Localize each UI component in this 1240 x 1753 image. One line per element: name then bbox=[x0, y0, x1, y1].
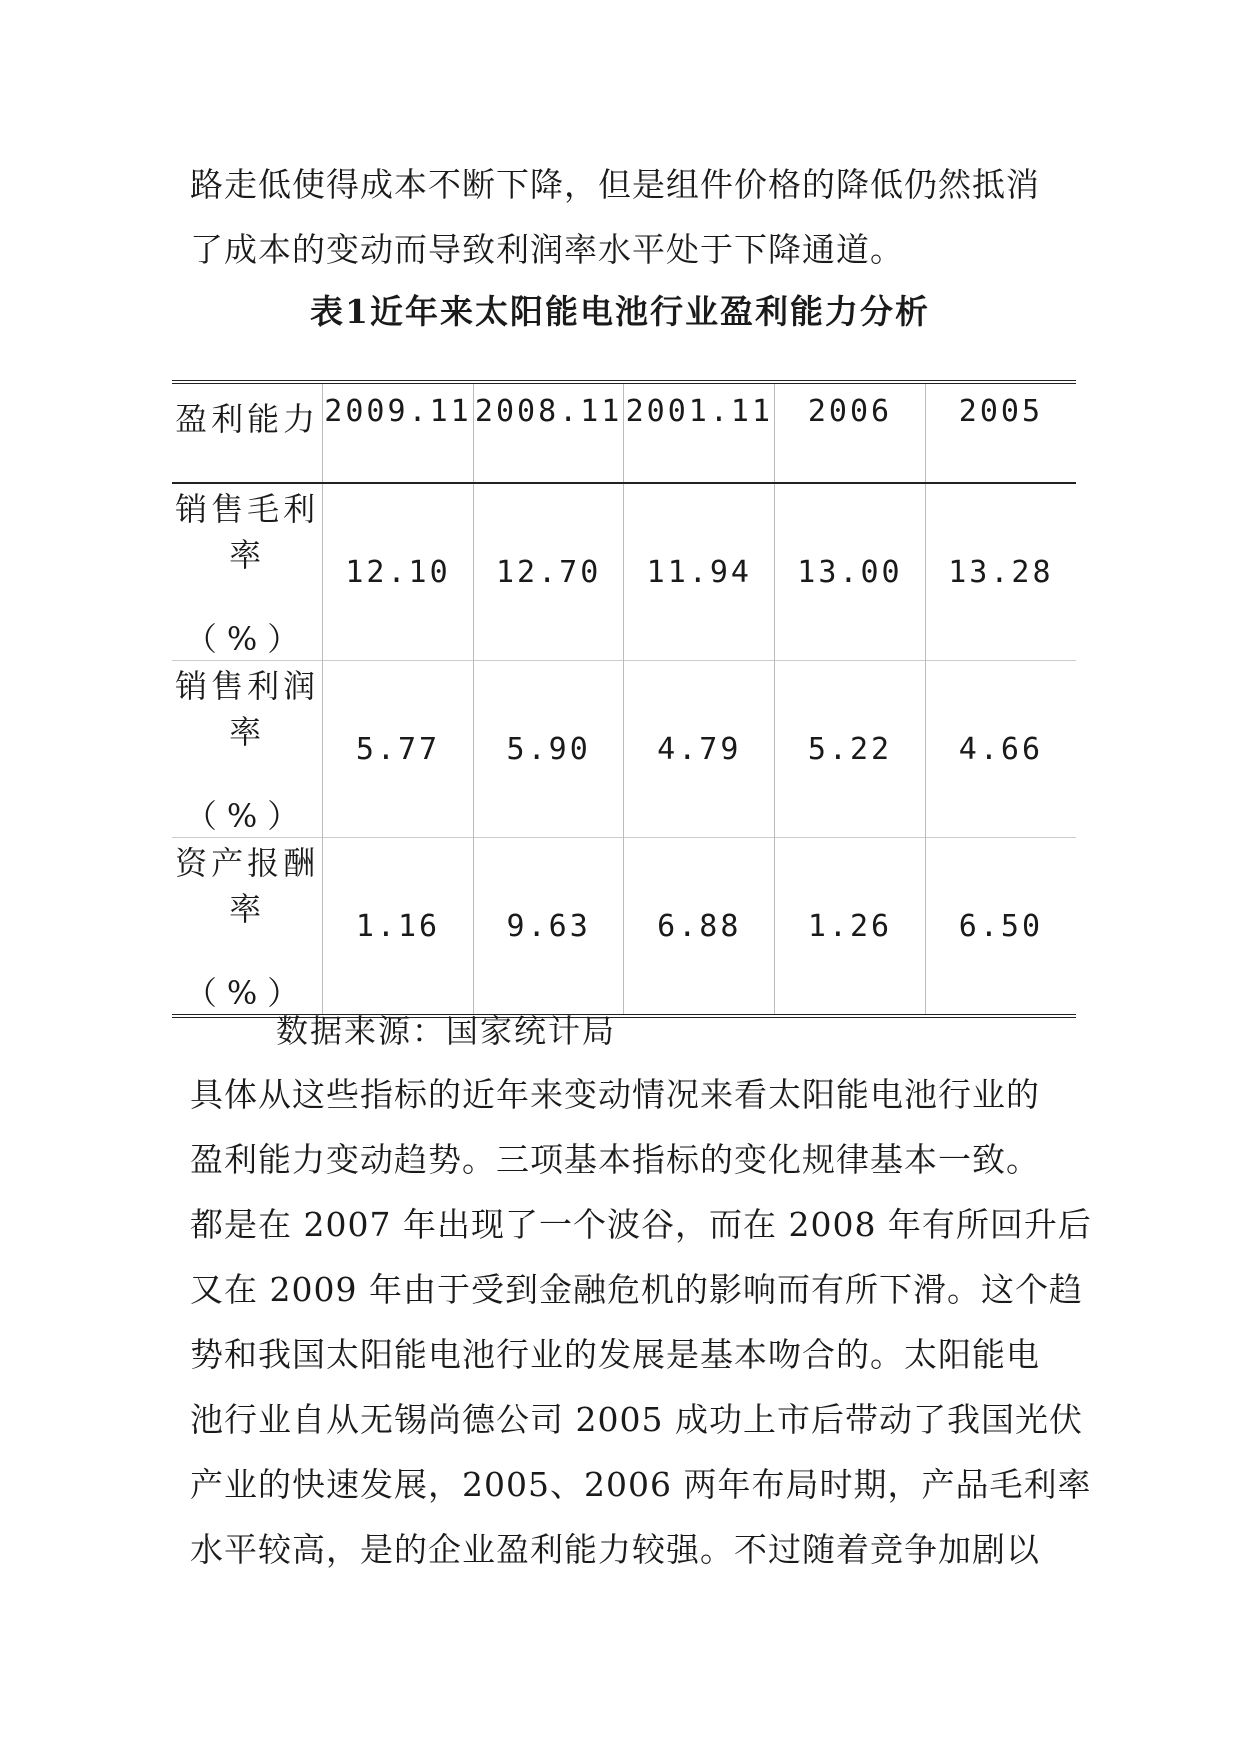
table-cell: 4.66 bbox=[925, 661, 1076, 838]
text-line: 具体从这些指标的近年来变动情况来看太阳能电池行业的 bbox=[190, 1075, 1040, 1114]
table-cell: 5.77 bbox=[323, 661, 474, 838]
table-header-row bbox=[172, 382, 1076, 483]
table-cell: 4.79 bbox=[624, 661, 775, 838]
table-row bbox=[172, 838, 1076, 1017]
row-name: 资产报酬率 bbox=[175, 844, 320, 928]
table-cell: 6.50 bbox=[925, 838, 1076, 1017]
text-line: 了成本的变动而导致利润率水平处于下降通道。 bbox=[190, 230, 904, 269]
text-line: 势和我国太阳能电池行业的发展是基本吻合的。太阳能电 bbox=[190, 1335, 1040, 1374]
row-name: 销售毛利率 bbox=[175, 490, 320, 574]
text-line: 都是在 2007 年出现了一个波谷，而在 2008 年有所回升后 bbox=[190, 1205, 1092, 1244]
table-cell: 1.16 bbox=[323, 838, 474, 1017]
table-row bbox=[172, 661, 1076, 838]
row-header bbox=[172, 661, 323, 838]
column-header: 2005 bbox=[925, 382, 1076, 483]
text-line: 盈利能力变动趋势。三项基本指标的变化规律基本一致。 bbox=[190, 1140, 1040, 1179]
table-cell: 12.70 bbox=[473, 483, 624, 661]
table-cell: 1.26 bbox=[775, 838, 926, 1017]
column-header: 2009.11 bbox=[323, 382, 474, 483]
text-line: 池行业自从无锡尚德公司 2005 成功上市后带动了我国光伏 bbox=[190, 1400, 1083, 1439]
table-cell: 5.90 bbox=[473, 661, 624, 838]
data-source-note: 数据来源：国家统计局 bbox=[276, 1012, 617, 1050]
text-line: 路走低使得成本不断下降，但是组件价格的降低仍然抵消 bbox=[190, 165, 1040, 204]
table-cell: 9.63 bbox=[473, 838, 624, 1017]
row-unit: （%） bbox=[184, 797, 310, 835]
table-row bbox=[172, 483, 1076, 661]
row-unit: （%） bbox=[184, 974, 310, 1012]
row-unit: （%） bbox=[184, 620, 310, 658]
row-header bbox=[172, 483, 323, 661]
profitability-table bbox=[172, 380, 1076, 1018]
column-header: 2001.11 bbox=[624, 382, 775, 483]
table-cell: 5.22 bbox=[775, 661, 926, 838]
row-header bbox=[172, 838, 323, 1017]
table-cell: 11.94 bbox=[624, 483, 775, 661]
table-caption: 表1近年来太阳能电池行业盈利能力分析 bbox=[310, 292, 930, 331]
body-paragraph bbox=[190, 1062, 1092, 1582]
header-label: 盈利能力 bbox=[172, 382, 323, 483]
text-line: 产业的快速发展，2005、2006 两年布局时期，产品毛利率 bbox=[190, 1465, 1092, 1504]
intro-paragraph bbox=[190, 152, 1070, 282]
table-cell: 12.10 bbox=[323, 483, 474, 661]
column-header: 2006 bbox=[775, 382, 926, 483]
text-line: 水平较高，是的企业盈利能力较强。不过随着竞争加剧以 bbox=[190, 1530, 1040, 1569]
row-name: 销售利润率 bbox=[175, 667, 320, 751]
table-cell: 13.00 bbox=[775, 483, 926, 661]
table-cell: 6.88 bbox=[624, 838, 775, 1017]
column-header: 2008.11 bbox=[473, 382, 624, 483]
table-cell: 13.28 bbox=[925, 483, 1076, 661]
text-line: 又在 2009 年由于受到金融危机的影响而有所下滑。这个趋 bbox=[190, 1270, 1083, 1309]
